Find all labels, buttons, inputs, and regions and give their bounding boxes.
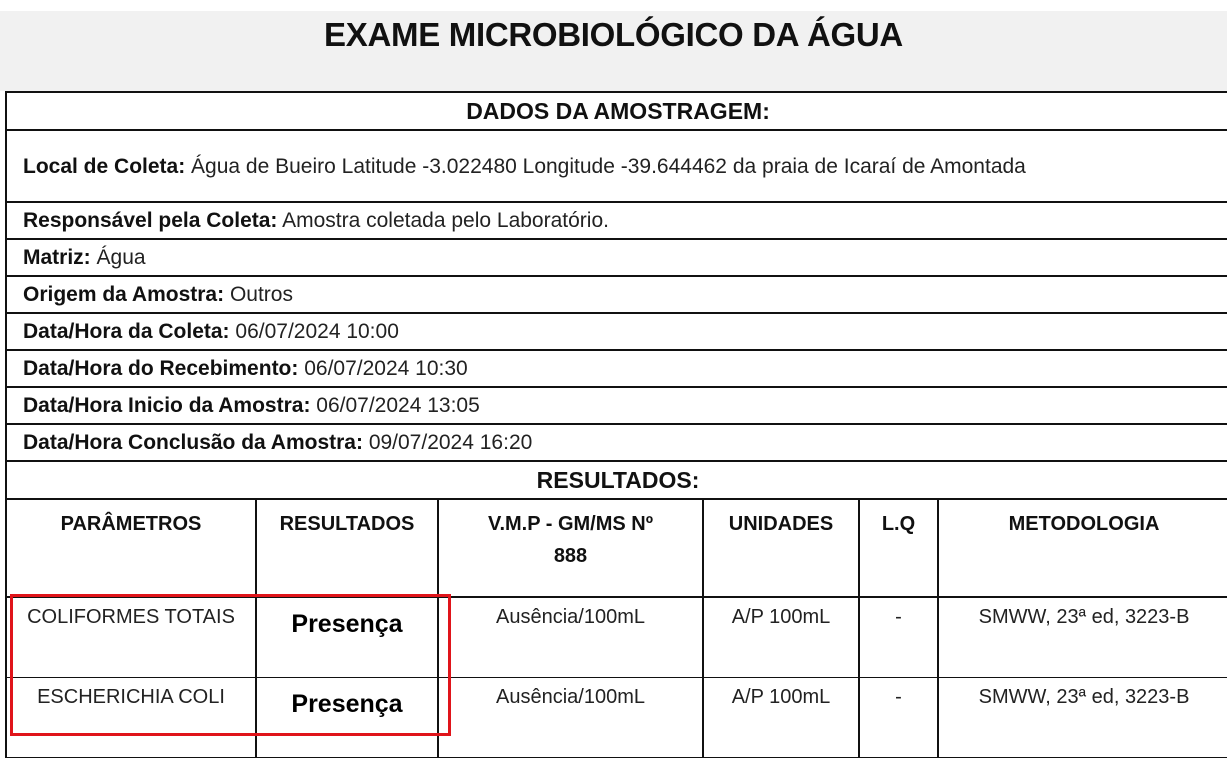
- sampling-heading: DADOS DA AMOSTRAGEM:: [6, 92, 1227, 130]
- page-title: EXAME MICROBIOLÓGICO DA ÁGUA: [324, 16, 903, 53]
- field-label: Data/Hora Inicio da Amostra:: [23, 393, 311, 417]
- cell-method: SMWW, 23ª ed, 3223-B: [938, 597, 1227, 678]
- field-label: Responsável pela Coleta:: [23, 208, 278, 232]
- field-data-recebimento: [6, 350, 1227, 387]
- cell-units: A/P 100mL: [703, 597, 859, 678]
- field-label: Data/Hora do Recebimento:: [23, 356, 299, 380]
- field-label: Matriz:: [23, 245, 91, 269]
- cell-vmp: Ausência/100mL: [438, 597, 703, 678]
- field-value: 06/07/2024 10:30: [304, 356, 468, 380]
- results-heading: RESULTADOS:: [6, 461, 1227, 499]
- cell-vmp: Ausência/100mL: [438, 678, 703, 758]
- cell-lq: -: [859, 678, 938, 758]
- results-header-row: [6, 499, 1227, 597]
- cell-method: SMWW, 23ª ed, 3223-B: [938, 678, 1227, 758]
- field-value: 06/07/2024 10:00: [235, 319, 399, 343]
- field-responsavel: [6, 202, 1227, 239]
- field-label: Data/Hora da Coleta:: [23, 319, 230, 343]
- column-header: RESULTADOS: [256, 499, 438, 597]
- field-data-coleta: [6, 313, 1227, 350]
- cell-units: A/P 100mL: [703, 678, 859, 758]
- column-header: METODOLOGIA: [938, 499, 1227, 597]
- cell-lq: -: [859, 597, 938, 678]
- field-label: Origem da Amostra:: [23, 282, 225, 306]
- field-local-coleta: [6, 130, 1227, 202]
- cell-parameter: ESCHERICHIA COLI: [6, 678, 256, 758]
- field-value: Outros: [229, 282, 293, 306]
- field-value: Água: [96, 245, 146, 269]
- cell-parameter: COLIFORMES TOTAIS: [6, 597, 256, 678]
- highlight-box: [10, 594, 451, 736]
- field-origem: [6, 276, 1227, 313]
- field-data-conclusao: [6, 424, 1227, 461]
- column-header: V.M.P - GM/MS Nº 888: [438, 499, 703, 597]
- column-header: PARÂMETROS: [6, 499, 256, 597]
- cell-result: Presença: [256, 597, 438, 678]
- field-value: Água de Bueiro Latitude -3.022480 Longitude -39.644462 da praia de Icaraí de Amontada: [191, 154, 1026, 178]
- field-matriz: [6, 239, 1227, 276]
- field-value: Amostra coletada pelo Laboratório.: [282, 208, 609, 232]
- field-label: Data/Hora Conclusão da Amostra:: [23, 430, 363, 454]
- field-value: 09/07/2024 16:20: [368, 430, 533, 454]
- field-data-inicio: [6, 387, 1227, 424]
- field-label: Local de Coleta:: [23, 154, 186, 178]
- cell-result: Presença: [256, 678, 438, 758]
- column-header: L.Q: [859, 499, 938, 597]
- field-value: 06/07/2024 13:05: [316, 393, 480, 417]
- column-header: UNIDADES: [703, 499, 859, 597]
